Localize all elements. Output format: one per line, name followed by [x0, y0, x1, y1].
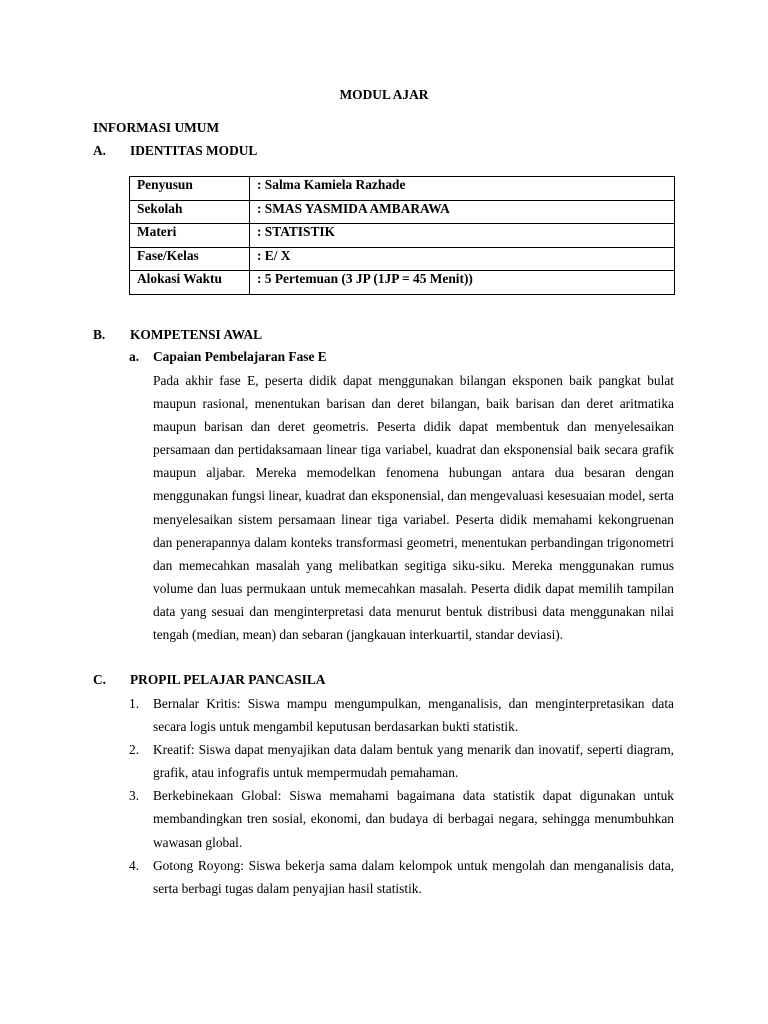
subsection-a-heading: [129, 349, 327, 365]
list-item: [129, 854, 674, 900]
section-c-letter: C.: [93, 672, 107, 687]
table-value: : STATISTIK: [250, 224, 675, 248]
section-b-title: KOMPETENSI AWAL: [130, 327, 263, 342]
table-key: Alokasi Waktu: [130, 271, 250, 295]
list-item: [129, 738, 674, 784]
section-a-title: IDENTITAS MODUL: [130, 143, 258, 158]
subsection-a-letter: a.: [129, 349, 140, 364]
capaian-paragraph: Pada akhir fase E, peserta didik dapat menggunakan bilangan eksponen baik pangkat bulat maupun rasional, menentukan barisan dan deret bilangan, baik barisan dan deret aritmatika maupun barisan dan deret geometris. Peserta didik dapat membentuk dan menyelesaikan persamaan dan pertidaksamaan linear tiga variabel, kuadrat dan eksponensial baik secara grafik maupun aljabar. Mereka memodelkan fenomena hubungan antara dua besaran dengan menggunakan fungsi linear, kuadrat dan eksponensial, dan mengevaluasi kesesuaian model, serta menyelesaikan sistem persamaan linear tiga variabel. Peserta didik memahami kekongruenan dan penerapannya dalam konteks transformasi geometri, menentukan perbandingan trigonometri dan memecahkan masalah yang melibatkan segitiga siku-siku. Mereka menggunakan rumus volume dan luas permukaan untuk memecahkan masalah. Peserta didik dapat memilih tampilan data yang sesuai dan menginterpretasi data menurut bentuk distribusi data menggunakan nilai tengah (median, mean) dan sebaran (jangkauan interkuartil, standar deviasi).: [153, 373, 674, 643]
table-row: [130, 224, 675, 248]
subsection-a-title: Capaian Pembelajaran Fase E: [153, 349, 327, 364]
info-umum-heading: INFORMASI UMUM: [93, 120, 220, 135]
list-text: Bernalar Kritis: Siswa mampu mengumpulkan, menganalisis, dan menginterpretasikan data secara logis untuk mengambil keputusan berdasarkan bukti statistik.: [153, 696, 674, 735]
list-number: 1.: [129, 696, 140, 711]
section-a-letter: A.: [93, 143, 107, 158]
table-row: [130, 247, 675, 271]
table-row: [130, 271, 675, 295]
list-item: [129, 692, 674, 738]
table-value: : Salma Kamiela Razhade: [250, 177, 675, 201]
list-number: 3.: [129, 788, 140, 804]
list-text: Berkebinekaan Global: Siswa memahami bagaimana data statistik dapat digunakan untuk membandingkan tren sosial, ekonomi, dan budaya di berbagai negara, sehingga menumbuhkan wawasan global.: [153, 788, 674, 850]
list-number: 4.: [129, 857, 140, 873]
section-b-letter: B.: [93, 327, 106, 342]
list-number: 2.: [129, 742, 140, 758]
table-key: Materi: [130, 224, 250, 248]
section-a-heading: [93, 143, 257, 159]
table-value: : 5 Pertemuan (3 JP (1JP = 45 Menit)): [250, 271, 675, 295]
section-b-heading: [93, 327, 262, 343]
document-title: MODUL AJAR: [339, 87, 429, 102]
identity-table: [129, 176, 675, 295]
list-item: [129, 784, 674, 853]
table-key: Penyusun: [130, 177, 250, 201]
section-c-title: PROPIL PELAJAR PANCASILA: [130, 672, 326, 687]
table-row: [130, 200, 675, 224]
table-row: [130, 177, 675, 201]
section-c-heading: [93, 672, 325, 688]
list-text: Gotong Royong: Siswa bekerja sama dalam kelompok untuk mengolah dan menganalisis data, serta berbagi tugas dalam penyajian hasil statistik.: [153, 857, 674, 896]
table-key: Fase/Kelas: [130, 247, 250, 271]
table-value: : SMAS YASMIDA AMBARAWA: [250, 200, 675, 224]
table-value: : E/ X: [250, 247, 675, 271]
table-key: Sekolah: [130, 200, 250, 224]
list-text: Kreatif: Siswa dapat menyajikan data dalam bentuk yang menarik dan inovatif, seperti diagram, grafik, atau infografis untuk mempermudah pemahaman.: [153, 742, 674, 781]
profil-list: [129, 692, 674, 900]
